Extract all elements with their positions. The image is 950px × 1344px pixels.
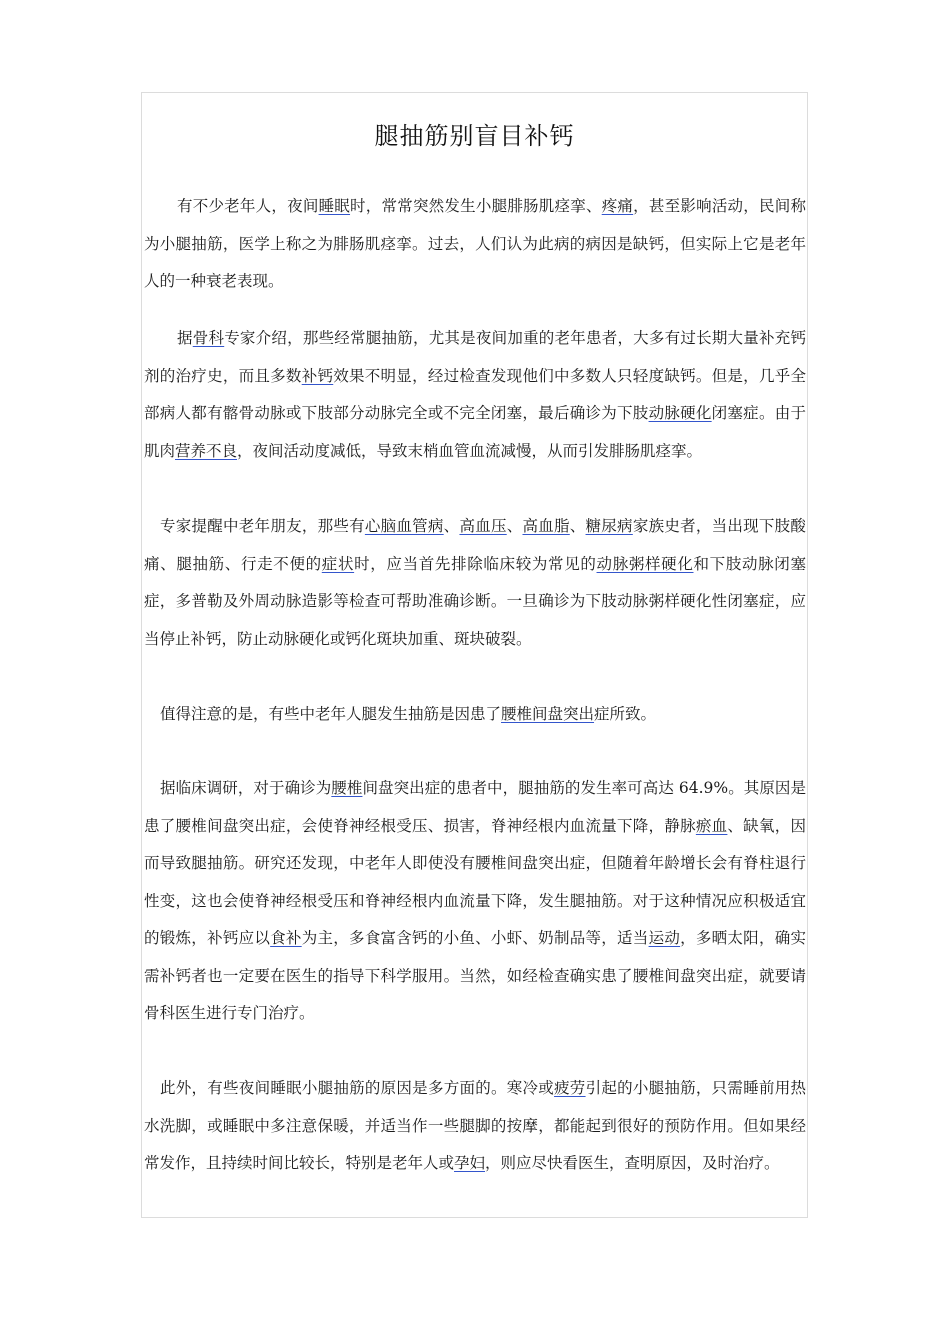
paragraph-text: 、缺氧，因而导致腿抽筋。研究还发现，中老年人即使没有腰椎间盘突出症，但随着年龄增长会有脊柱退行性变，这也会使脊神经根受压和脊神经根内血流量下降，发生腿抽筋。对于这种情况应积极适宜的锻炼，补钙应以 [144,816,806,947]
paragraph-text: 效果不明显，经过检查发现他们中多数人只轻度缺钙。但是，几乎全部病人都有髂骨动脉或下肢部分动脉完全或不完全闭塞，最后确诊为下肢 [144,366,806,422]
keyword-link[interactable]: 腰椎间盘突出 [501,705,595,723]
paragraph-text: 、 [443,517,460,535]
paragraph-text: ，夜间活动度减低，导致末梢血管血流减慢，从而引发腓肠肌痉挛。 [237,441,703,460]
paragraph-text: 此外，有些夜间睡眠小腿抽筋的原因是多方面的。寒冷或 [160,1079,555,1097]
paragraph-text: 据临床调研，对于确诊为 [160,779,332,797]
paragraph-1 [144,188,806,301]
paragraph-text: 值得注意的是，有些中老年人腿发生抽筋是因患了 [160,705,502,723]
paragraph-text: 间盘突出症的患者中，腿抽筋的发生率可高达 64.9%。其原因是患了腰椎间盘突出症，会使脊神经根受压、损害，脊神经根内血流量下降，静脉 [144,779,806,835]
keyword-link[interactable]: 补钙 [301,366,334,385]
paragraph-text: 症所致。 [594,705,657,723]
keyword-link[interactable]: 动脉粥样硬化 [596,554,694,573]
paragraph-text: 据 [177,329,193,347]
keyword-link[interactable]: 睡眠 [318,197,351,215]
paragraph-text: 和下肢动脉闭塞症，多普勒及外周动脉造影等检查可帮助准确诊断。一旦确诊为下肢动脉粥样硬化性闭塞症，应当停止补钙，防止动脉硬化或钙化斑块加重、斑块破裂。 [144,554,806,648]
paragraph-text: 专家提醒中老年朋友，那些有 [160,517,365,535]
keyword-link[interactable]: 营养不良 [175,441,238,460]
keyword-link[interactable]: 高血压 [459,517,507,535]
paragraph-6 [144,1070,806,1183]
paragraph-text: ，甚至影响活动，民间称为小腿抽筋，医学上称之为腓肠肌痉挛。过去，人们认为此病的病因是缺钙，但实际上它是老年人的一种衰老表现。 [144,197,806,290]
keyword-link[interactable]: 腰椎 [331,779,363,797]
keyword-link[interactable]: 运动 [648,929,681,947]
paragraph-text: 时，应当首先排除临床较为常见的 [354,554,597,573]
keyword-link[interactable]: 动脉硬化 [648,404,712,422]
paragraph-4 [144,696,806,734]
paragraph-3 [144,508,806,658]
paragraph-text: 、 [506,517,523,535]
paragraph-text: 引起的小腿抽筋，只需睡前用热水洗脚，或睡眠中多注意保暖，并适当作一些腿脚的按摩，都能起到很好的预防作用。但如果经常发作，且持续时间比较长，特别是老年人或 [144,1079,806,1172]
paragraph-text: 有不少老年人，夜间 [177,197,319,215]
paragraph-5 [144,770,806,1033]
keyword-link[interactable]: 食补 [270,929,302,947]
keyword-link[interactable]: 糖尿病 [585,517,633,535]
keyword-link[interactable]: 症状 [321,554,355,573]
paragraph-text: ，则应尽快看医生，查明原因，及时治疗。 [485,1154,780,1172]
document-title: 腿抽筋别盲目补钙 [374,122,575,150]
keyword-link[interactable]: 瘀血 [695,816,728,835]
keyword-link[interactable]: 疲劳 [554,1079,586,1097]
paragraph-text: 时，常常突然发生小腿腓肠肌痉挛、 [350,197,602,215]
keyword-link[interactable]: 骨科 [192,329,225,347]
paragraph-text: 为主，多食富含钙的小鱼、小虾、奶制品等，适当 [301,929,649,947]
keyword-link[interactable]: 孕妇 [454,1154,486,1172]
paragraph-text: ，多晒太阳，确实需补钙者也一定要在医生的指导下科学服用。当然，如经检查确实患了腰椎间盘突出症，就要请骨科医生进行专门治疗。 [144,929,806,1022]
paragraph-text: 闭塞症。由于肌肉 [144,404,806,460]
keyword-link[interactable]: 心脑血管病 [364,517,444,535]
paragraph-2 [144,320,806,470]
paragraph-text: 专家介绍，那些经常腿抽筋，尤其是夜间加重的老年患者，大多有过长期大量补充钙剂的治疗史，而且多数 [144,329,806,385]
keyword-link[interactable]: 高血脂 [522,517,570,535]
paragraph-text: 家族史者，当出现下肢酸痛、腿抽筋、行走不便的 [144,517,806,573]
paragraph-text: 、 [569,517,586,535]
keyword-link[interactable]: 疼痛 [601,197,634,215]
